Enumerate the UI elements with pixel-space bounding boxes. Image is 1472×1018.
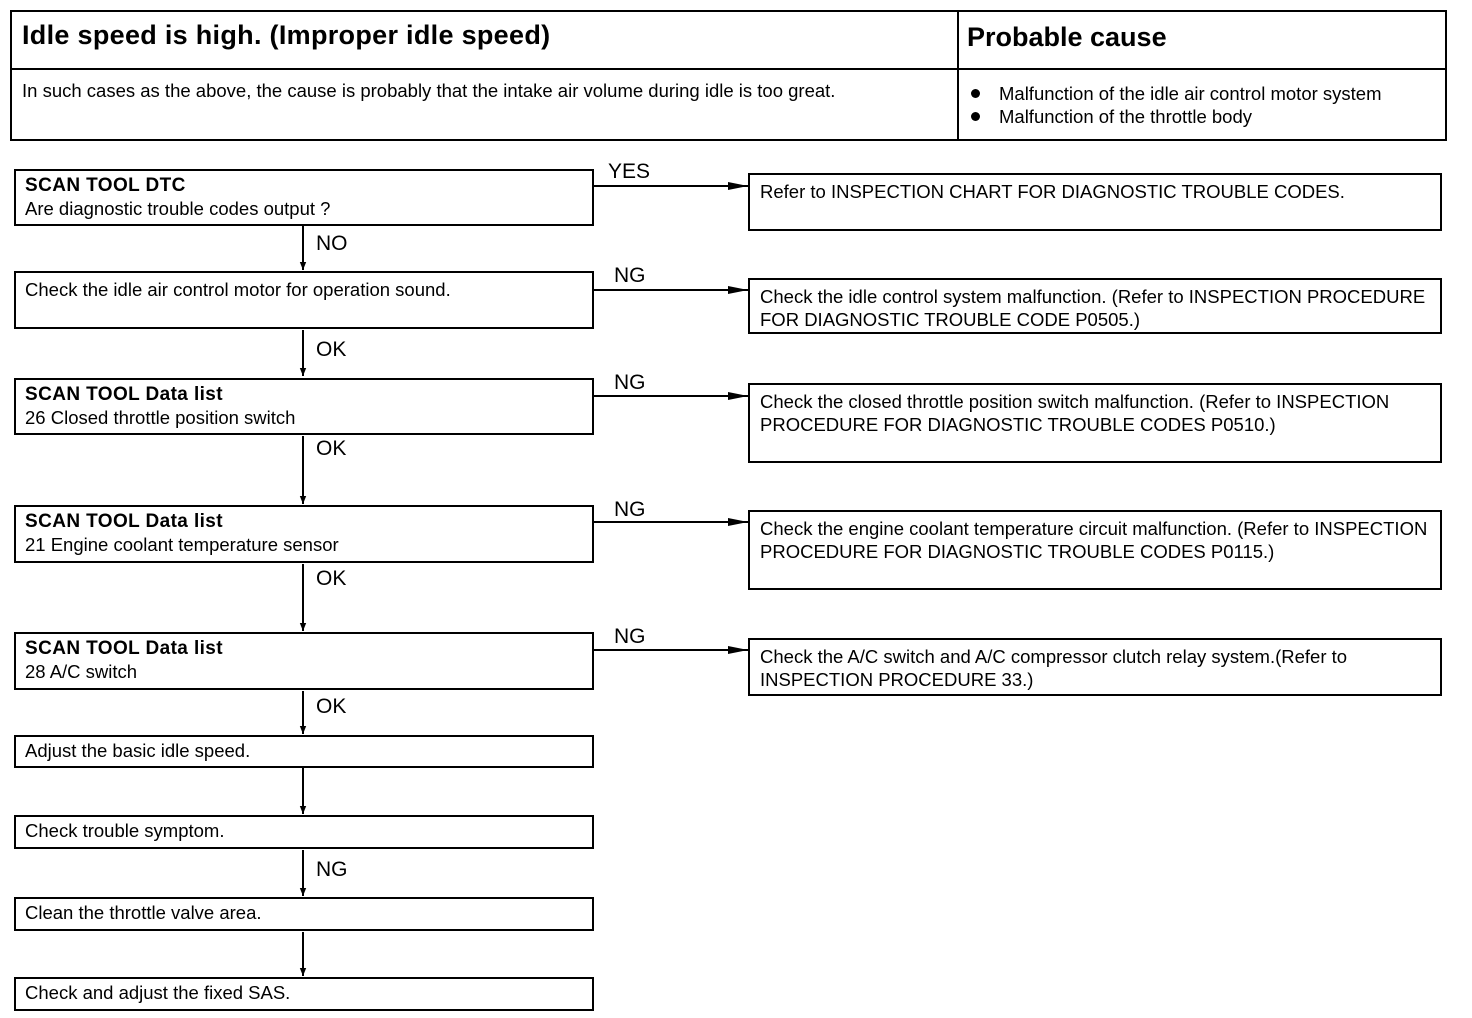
- label-ok: OK: [316, 437, 347, 460]
- probable-cause-text: Malfunction of the idle air control motor system: [999, 83, 1382, 104]
- step-text: Are diagnostic trouble codes output ?: [25, 198, 331, 219]
- step-data-list-28: [14, 632, 594, 690]
- step-check-iac-motor: [14, 271, 594, 329]
- label-ok: OK: [316, 567, 347, 590]
- step-check-trouble-symptom: [14, 815, 594, 849]
- step-data-list-26: [14, 378, 594, 435]
- step-clean-throttle-valve: [14, 897, 594, 931]
- result-text: Check the idle control system malfunction. (Refer to INSPECTION PROCEDURE FOR DIAGNOSTIC TROUBLE CODE P0505.): [760, 286, 1426, 330]
- step-text: Check and adjust the fixed SAS.: [25, 982, 291, 1003]
- label-yes: YES: [608, 160, 651, 183]
- step-title: SCAN TOOL Data list: [25, 511, 223, 532]
- step-adjust-idle-speed: [14, 735, 594, 768]
- step-scan-tool-dtc: [14, 169, 594, 226]
- result-text: Check the closed throttle position switch malfunction. (Refer to INSPECTION PROCEDURE FOR DIAGNOSTIC TROUBLE CODES P0510.): [760, 391, 1390, 435]
- step-adjust-fixed-sas: [14, 977, 594, 1011]
- step-text: 26 Closed throttle position switch: [25, 407, 296, 428]
- step-text: Adjust the basic idle speed.: [25, 740, 251, 761]
- result-p0505: [748, 278, 1442, 334]
- label-ok: OK: [316, 338, 347, 361]
- label-ok: OK: [316, 695, 347, 718]
- label-ng: NG: [614, 498, 646, 521]
- step-text: Check the idle air control motor for operation sound.: [25, 279, 451, 300]
- label-no: NO: [316, 232, 348, 255]
- label-ng: NG: [614, 264, 646, 287]
- result-p0510: [748, 383, 1442, 463]
- step-text: Check trouble symptom.: [25, 820, 225, 841]
- page-title: Idle speed is high. (Improper idle speed): [22, 20, 551, 50]
- result-text: Check the A/C switch and A/C compressor clutch relay system.(Refer to INSPECTION PROCEDURE 33.): [760, 646, 1348, 690]
- step-text: 21 Engine coolant temperature sensor: [25, 534, 339, 555]
- result-text: Refer to INSPECTION CHART FOR DIAGNOSTIC TROUBLE CODES.: [760, 181, 1345, 202]
- symptom-description: In such cases as the above, the cause is probably that the intake air volume during idle is too great.: [22, 80, 836, 101]
- probable-cause-text: Malfunction of the throttle body: [999, 106, 1252, 127]
- step-title: SCAN TOOL Data list: [25, 384, 223, 405]
- label-ng: NG: [316, 858, 348, 881]
- step-data-list-21: [14, 505, 594, 563]
- step-text: 28 A/C switch: [25, 661, 138, 682]
- label-ng: NG: [614, 625, 646, 648]
- step-title: SCAN TOOL Data list: [25, 638, 223, 659]
- result-p0115: [748, 510, 1442, 590]
- result-text: Check the engine coolant temperature circuit malfunction. (Refer to INSPECTION PROCEDURE FOR DIAGNOSTIC TROUBLE CODES P0115.): [760, 518, 1428, 562]
- label-ng: NG: [614, 371, 646, 394]
- result-procedure-33: [748, 638, 1442, 696]
- probable-cause-title: Probable cause: [967, 22, 1167, 52]
- step-title: SCAN TOOL DTC: [25, 175, 186, 196]
- result-dtc-chart: [748, 173, 1442, 231]
- step-text: Clean the throttle valve area.: [25, 902, 262, 923]
